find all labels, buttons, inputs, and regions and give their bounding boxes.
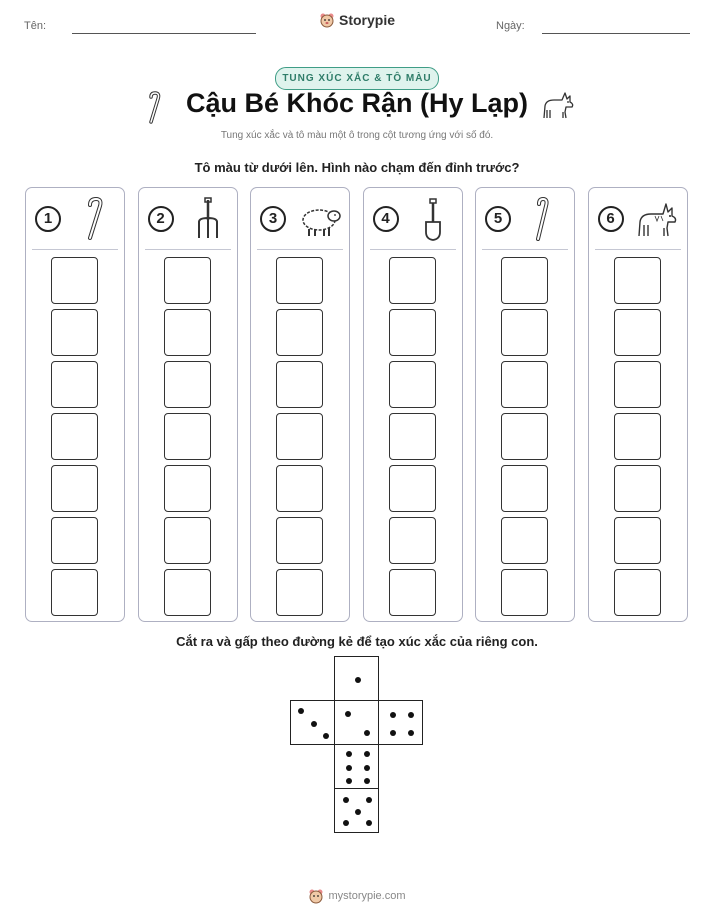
die-pip bbox=[364, 730, 370, 736]
die-pip bbox=[364, 751, 370, 757]
color-box[interactable] bbox=[389, 361, 436, 408]
date-label: Ngày: bbox=[496, 20, 525, 32]
column-number: 6 bbox=[598, 206, 624, 232]
color-box[interactable] bbox=[501, 569, 548, 616]
instruction-top: Tô màu từ dưới lên. Hình nào chạm đến đỉnh trước? bbox=[194, 160, 520, 175]
color-box[interactable] bbox=[51, 569, 98, 616]
color-box[interactable] bbox=[164, 257, 211, 304]
column-divider bbox=[257, 249, 343, 250]
die-pip bbox=[345, 711, 351, 717]
column-1 bbox=[25, 187, 125, 622]
die-pip bbox=[346, 765, 352, 771]
color-box[interactable] bbox=[276, 413, 323, 460]
column-number: 2 bbox=[148, 206, 174, 232]
die-pip bbox=[366, 820, 372, 826]
brand-header bbox=[0, 12, 714, 31]
instruction-bottom: Cắt ra và gấp theo đường kẻ để tạo xúc xắc của riêng con. bbox=[176, 634, 538, 649]
color-box[interactable] bbox=[276, 517, 323, 564]
die-pip bbox=[343, 797, 349, 803]
storypie-logo-icon bbox=[319, 12, 335, 28]
footer bbox=[0, 888, 714, 907]
color-box[interactable] bbox=[51, 465, 98, 512]
color-box[interactable] bbox=[164, 569, 211, 616]
cane-icon bbox=[72, 196, 118, 242]
column-number: 1 bbox=[35, 206, 61, 232]
brand-name: Storypie bbox=[338, 12, 395, 28]
activity-tag: TUNG XÚC XẮC & TÔ MÀU bbox=[275, 67, 439, 90]
wolf-title-icon bbox=[538, 88, 576, 124]
die-pip bbox=[355, 809, 361, 815]
column-divider bbox=[595, 249, 681, 250]
color-box[interactable] bbox=[389, 569, 436, 616]
die-pip bbox=[355, 677, 361, 683]
column-header bbox=[251, 188, 349, 250]
die-pip bbox=[346, 751, 352, 757]
color-box[interactable] bbox=[51, 257, 98, 304]
color-box[interactable] bbox=[501, 413, 548, 460]
column-divider bbox=[370, 249, 456, 250]
color-box[interactable] bbox=[389, 517, 436, 564]
die-face-1 bbox=[334, 656, 379, 701]
color-box[interactable] bbox=[614, 413, 661, 460]
color-box[interactable] bbox=[501, 361, 548, 408]
die-pip bbox=[298, 708, 304, 714]
sheep-icon bbox=[297, 196, 343, 242]
column-header bbox=[364, 188, 462, 250]
column-3 bbox=[250, 187, 350, 622]
column-header bbox=[589, 188, 687, 250]
color-box[interactable] bbox=[614, 361, 661, 408]
storypie-footer-logo-icon bbox=[308, 888, 324, 904]
color-box[interactable] bbox=[164, 465, 211, 512]
color-box[interactable] bbox=[164, 517, 211, 564]
shepherd-staff-icon bbox=[522, 196, 568, 242]
column-divider bbox=[482, 249, 568, 250]
page-title: Cậu Bé Khóc Rận (Hy Lạp) bbox=[185, 88, 529, 118]
die-pip bbox=[408, 712, 414, 718]
die-pip bbox=[366, 797, 372, 803]
color-box[interactable] bbox=[389, 465, 436, 512]
color-box[interactable] bbox=[276, 309, 323, 356]
color-box[interactable] bbox=[51, 309, 98, 356]
die-pip bbox=[390, 730, 396, 736]
column-divider bbox=[145, 249, 231, 250]
die-pip bbox=[323, 733, 329, 739]
color-box[interactable] bbox=[501, 517, 548, 564]
die-face-5 bbox=[334, 788, 379, 833]
die-face-3 bbox=[290, 700, 335, 745]
color-box[interactable] bbox=[389, 413, 436, 460]
column-header bbox=[476, 188, 574, 250]
color-box[interactable] bbox=[614, 465, 661, 512]
color-box[interactable] bbox=[51, 413, 98, 460]
color-box[interactable] bbox=[389, 257, 436, 304]
footer-url[interactable]: mystorypie.com bbox=[328, 890, 406, 902]
column-header bbox=[139, 188, 237, 250]
column-divider bbox=[32, 249, 118, 250]
color-box[interactable] bbox=[614, 569, 661, 616]
name-label: Tên: bbox=[24, 20, 47, 32]
die-pip bbox=[364, 765, 370, 771]
color-box[interactable] bbox=[614, 257, 661, 304]
page-subtitle: Tung xúc xắc và tô màu một ô trong cột tương ứng với số đó. bbox=[220, 130, 494, 141]
column-number: 3 bbox=[260, 206, 286, 232]
die-face-6 bbox=[334, 744, 379, 789]
column-2 bbox=[138, 187, 238, 622]
name-line[interactable] bbox=[72, 33, 256, 34]
die-face-2 bbox=[334, 700, 379, 745]
die-pip bbox=[408, 730, 414, 736]
color-box[interactable] bbox=[164, 309, 211, 356]
color-box[interactable] bbox=[164, 413, 211, 460]
color-box[interactable] bbox=[51, 361, 98, 408]
color-box[interactable] bbox=[389, 309, 436, 356]
color-box[interactable] bbox=[164, 361, 211, 408]
color-box[interactable] bbox=[276, 569, 323, 616]
die-face-4 bbox=[378, 700, 423, 745]
column-5 bbox=[475, 187, 575, 622]
wolf-icon bbox=[635, 196, 681, 242]
die-pip bbox=[364, 778, 370, 784]
die-pip bbox=[390, 712, 396, 718]
pitchfork-icon bbox=[185, 196, 231, 242]
column-number: 4 bbox=[373, 206, 399, 232]
column-number: 5 bbox=[485, 206, 511, 232]
die-pip bbox=[311, 721, 317, 727]
shovel-icon bbox=[410, 196, 456, 242]
color-box[interactable] bbox=[501, 257, 548, 304]
color-box[interactable] bbox=[614, 309, 661, 356]
color-box[interactable] bbox=[501, 309, 548, 356]
color-box[interactable] bbox=[614, 517, 661, 564]
color-box[interactable] bbox=[276, 257, 323, 304]
color-box[interactable] bbox=[276, 361, 323, 408]
die-pip bbox=[346, 778, 352, 784]
color-box[interactable] bbox=[51, 517, 98, 564]
column-4 bbox=[363, 187, 463, 622]
column-header bbox=[26, 188, 124, 250]
date-line[interactable] bbox=[542, 33, 690, 34]
color-box[interactable] bbox=[501, 465, 548, 512]
color-box[interactable] bbox=[276, 465, 323, 512]
die-pip bbox=[343, 820, 349, 826]
column-6 bbox=[588, 187, 688, 622]
